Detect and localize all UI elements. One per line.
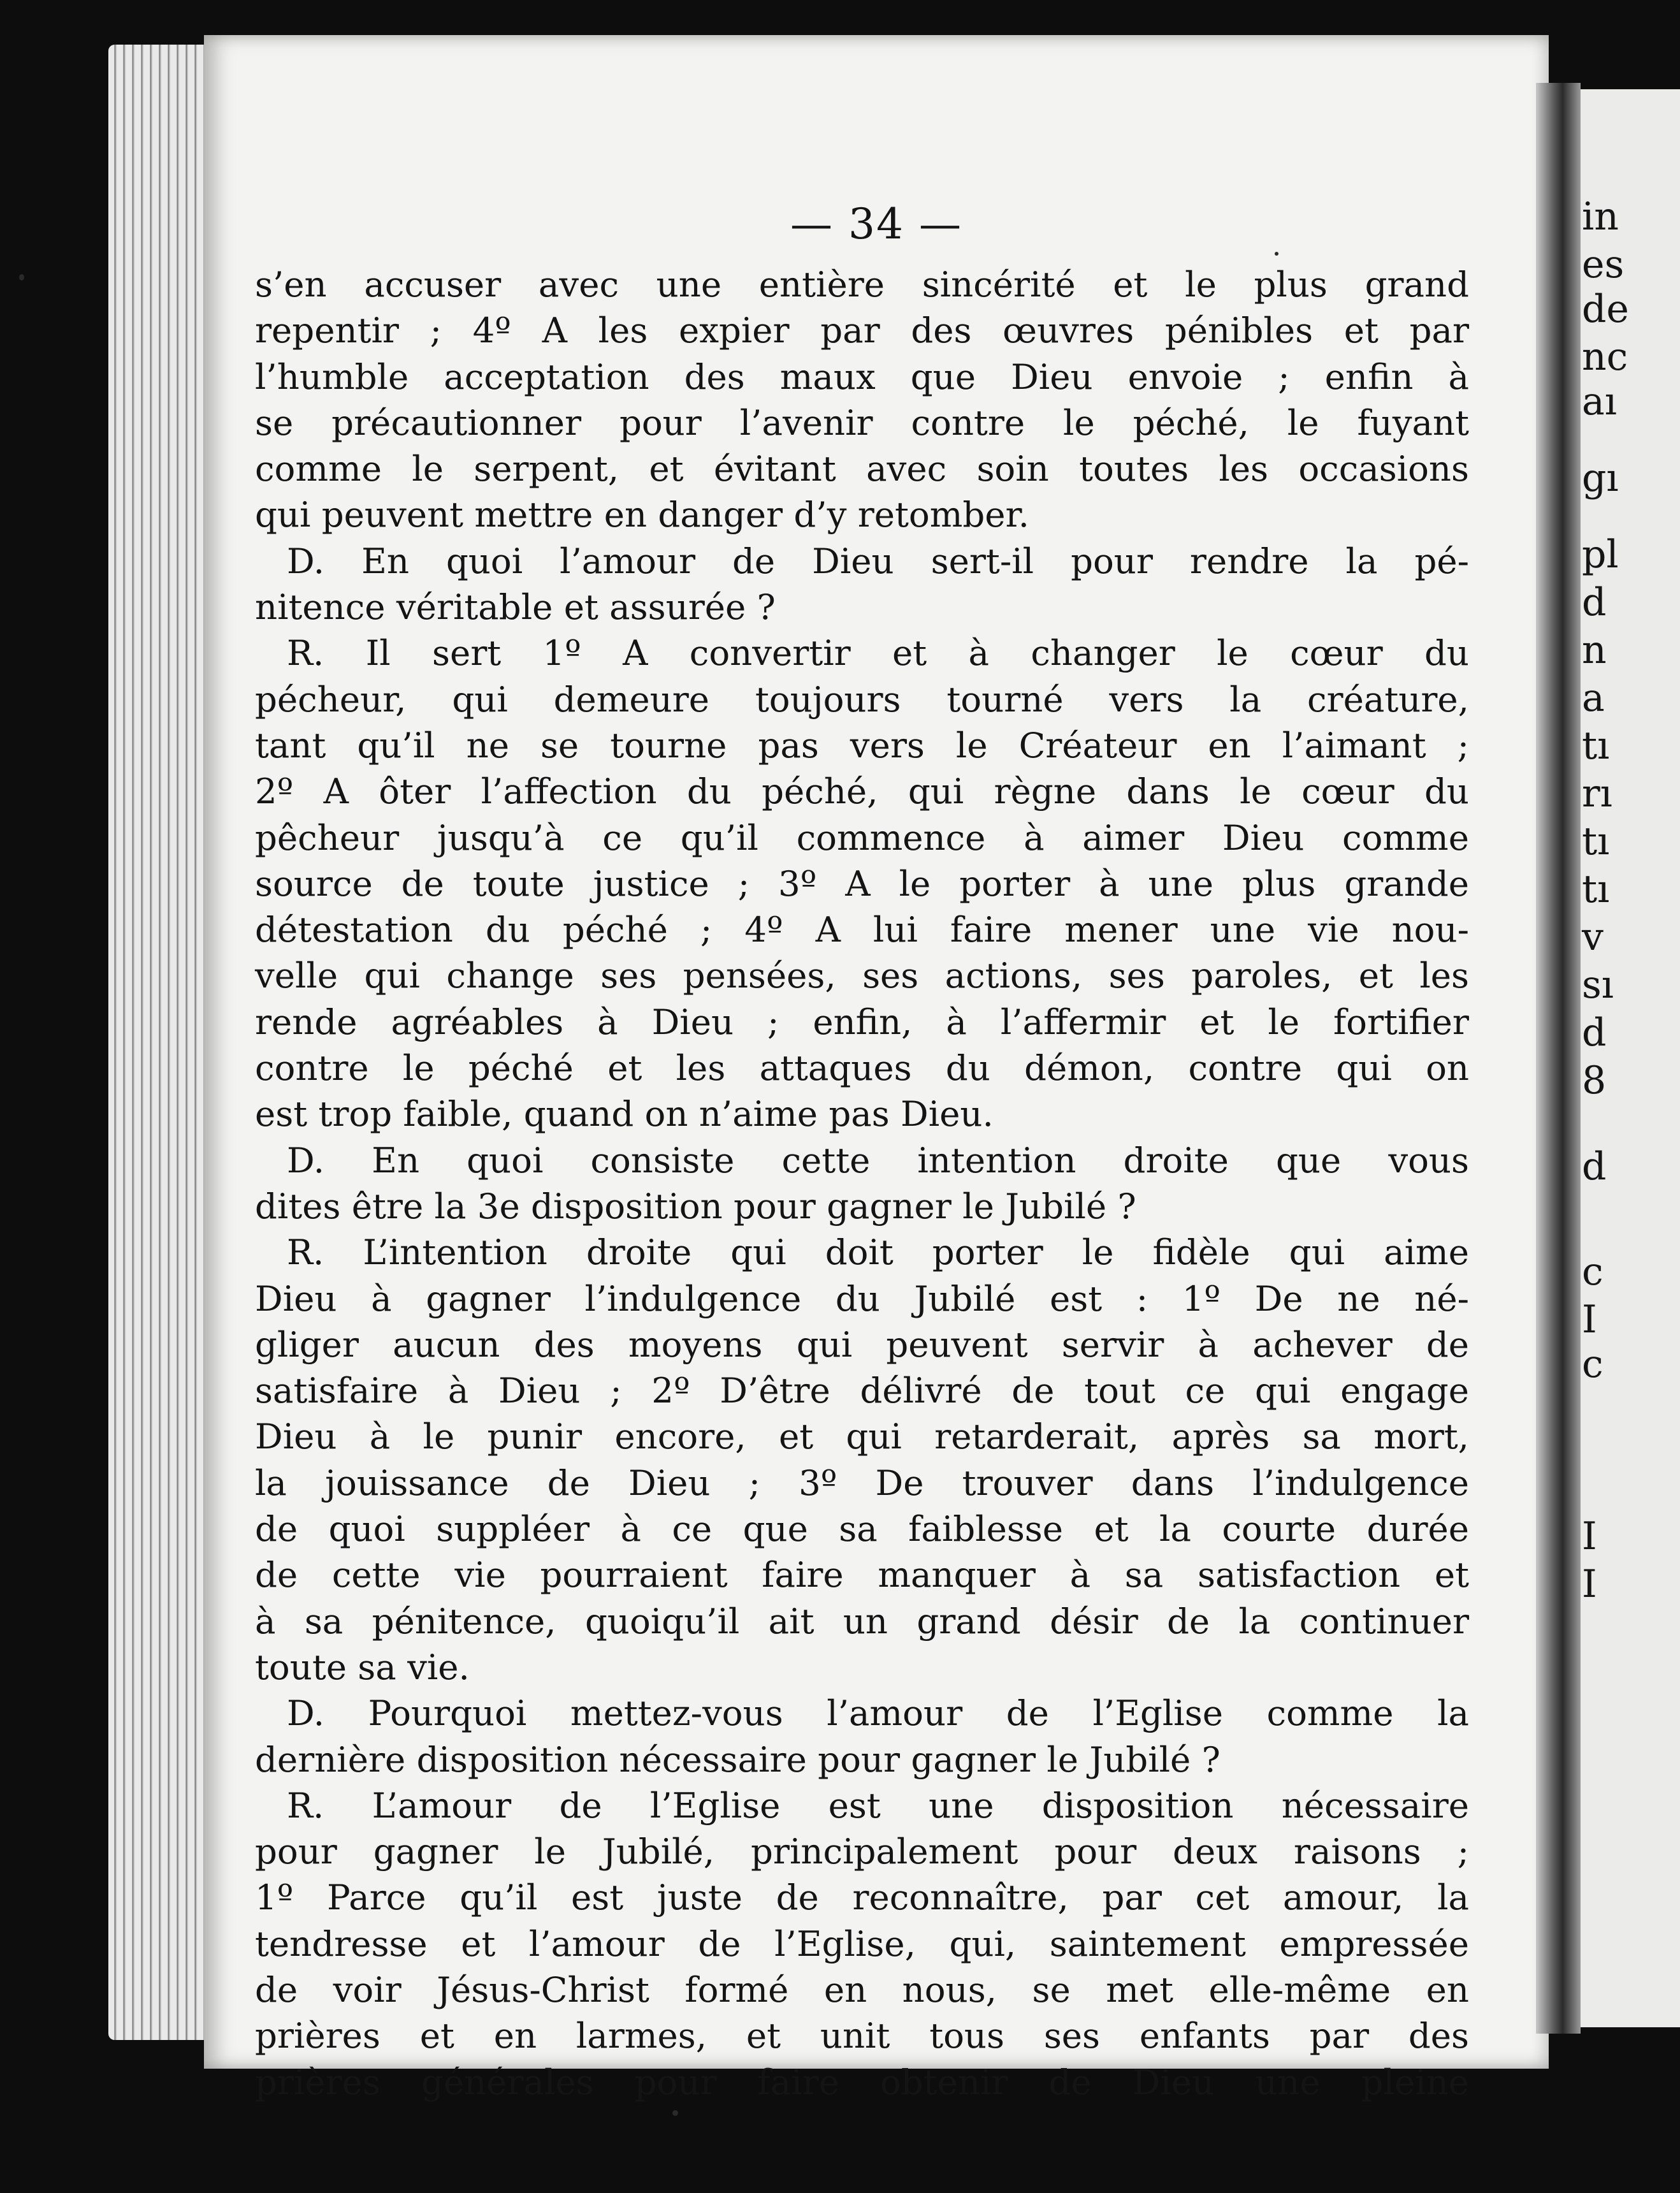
next-page-fragment: I	[1582, 1514, 1597, 1559]
next-page-fragment: es	[1582, 242, 1625, 287]
next-page-fragment: 8	[1582, 1058, 1607, 1103]
text-line: de quoi suppléer à ce que sa faiblesse et la courte durée	[255, 1508, 1469, 1550]
text-line: s’en accuser avec une entière sincérité et le plus grand	[255, 264, 1469, 305]
text-line: tant qu’il ne se tourne pas vers le Créateur en l’aimant ;	[255, 724, 1469, 766]
text-line: toute sa vie.	[255, 1646, 470, 1687]
text-line: D. En quoi l’amour de Dieu sert-il pour rendre la pé-	[287, 540, 1469, 581]
next-page-fragment: d	[1582, 580, 1607, 625]
text-line: de voir Jésus-Christ formé en nous, se met elle-même en	[255, 1969, 1469, 2010]
text-line: de cette vie pourraient faire manquer à sa satisfaction et	[255, 1554, 1469, 1596]
next-page-fragment: in	[1582, 194, 1619, 239]
next-page-fragment: pl	[1582, 532, 1619, 577]
next-page-fragment: v	[1582, 915, 1604, 959]
book-gutter	[1536, 83, 1581, 2034]
next-page-fragment: c	[1582, 1250, 1604, 1294]
next-page-edge	[1581, 89, 1680, 2027]
text-line: R. L’amour de l’Eglise est une disposition nécessaire	[287, 1784, 1469, 1826]
next-page-fragment: d	[1582, 1144, 1607, 1189]
text-line: source de toute justice ; 3º A le porter à une plus grande	[255, 863, 1469, 904]
next-page-fragment: c	[1582, 1342, 1604, 1387]
text-line: comme le serpent, et évitant avec soin toutes les occasions	[255, 448, 1469, 490]
text-line: nitence véritable et assurée ?	[255, 586, 776, 628]
scan-speckle	[19, 274, 24, 280]
next-page-fragment: I	[1582, 1562, 1597, 1606]
text-line: l’humble acceptation des maux que Dieu envoie ; enfin à	[255, 356, 1469, 397]
text-line: qui peuvent mettre en danger d’y retomber.	[255, 494, 1029, 536]
page-edges-left	[108, 45, 217, 2040]
text-line: pécheur, qui demeure toujours tourné vers la créature,	[255, 678, 1469, 720]
next-page-fragment: tı	[1582, 819, 1610, 864]
text-line: contre le péché et les attaques du démon, contre qui on	[255, 1047, 1469, 1089]
text-line: à sa pénitence, quoiqu’il ait un grand désir de la continuer	[255, 1600, 1469, 1642]
next-page-fragment: de	[1582, 287, 1629, 332]
text-line: est trop faible, quand on n’aime pas Dieu.	[255, 1093, 994, 1135]
page-number: — 34 —	[790, 200, 962, 249]
text-line: velle qui change ses pensées, ses actions, ses paroles, et les	[255, 955, 1469, 996]
scan-speckle	[1275, 252, 1278, 256]
text-line: R. Il sert 1º A convertir et à changer le cœur du	[287, 632, 1469, 674]
next-page-fragment: n	[1582, 628, 1607, 673]
text-line: Dieu à le punir encore, et qui retarderait, après sa mort,	[255, 1416, 1469, 1457]
text-line: prières générales pour faire obtenir de Dieu une pleine	[255, 2061, 1469, 2102]
text-line: D. Pourquoi mettez-vous l’amour de l’Eglise comme la	[287, 1693, 1469, 1734]
text-line: D. En quoi consiste cette intention droite que vous	[287, 1139, 1469, 1181]
next-page-fragment: aı	[1582, 379, 1617, 424]
text-line: détestation du péché ; 4º A lui faire mener une vie nou-	[255, 909, 1469, 951]
text-line: rende agréables à Dieu ; enfin, à l’affermir et le fortifier	[255, 1001, 1469, 1042]
text-line: 1º Parce qu’il est juste de reconnaître, par cet amour, la	[255, 1877, 1469, 1918]
next-page-fragment: d	[1582, 1010, 1607, 1055]
text-line: prières et en larmes, et unit tous ses enfants par des	[255, 2015, 1469, 2057]
next-page-fragment: sı	[1582, 963, 1614, 1007]
text-line: pêcheur jusqu’à ce qu’il commence à aimer Dieu comme	[255, 817, 1469, 858]
next-page-fragment: a	[1582, 676, 1605, 720]
text-line: 2º A ôter l’affection du péché, qui règne dans le cœur du	[255, 771, 1469, 812]
next-page-fragment: tı	[1582, 867, 1610, 912]
scan-speckle	[672, 2110, 678, 2116]
text-line: repentir ; 4º A les expier par des œuvres pénibles et par	[255, 310, 1469, 351]
text-line: dites être la 3e disposition pour gagner le Jubilé ?	[255, 1185, 1136, 1227]
text-line: la jouissance de Dieu ; 3º De trouver dans l’indulgence	[255, 1462, 1469, 1503]
text-line: R. L’intention droite qui doit porter le fidèle qui aime	[287, 1232, 1469, 1273]
text-line: Dieu à gagner l’indulgence du Jubilé est : 1º De ne né-	[255, 1278, 1469, 1319]
text-line: dernière disposition nécessaire pour gagner le Jubilé ?	[255, 1738, 1220, 1780]
text-line: se précautionner pour l’avenir contre le péché, le fuyant	[255, 402, 1469, 443]
text-line: tendresse et l’amour de l’Eglise, qui, saintement empressée	[255, 1923, 1469, 1964]
next-page-fragment: nc	[1582, 335, 1628, 379]
text-line: satisfaire à Dieu ; 2º D’être délivré de tout ce qui engage	[255, 1370, 1469, 1411]
text-line: pour gagner le Jubilé, principalement pour deux raisons ;	[255, 1831, 1469, 1872]
next-page-fragment: tı	[1582, 724, 1610, 768]
next-page-fragment: I	[1582, 1297, 1597, 1342]
text-line: gliger aucun des moyens qui peuvent servir à achever de	[255, 1323, 1469, 1365]
next-page-fragment: rı	[1582, 771, 1612, 816]
next-page-fragment: gı	[1582, 456, 1619, 500]
page-body-text	[255, 261, 1469, 2105]
